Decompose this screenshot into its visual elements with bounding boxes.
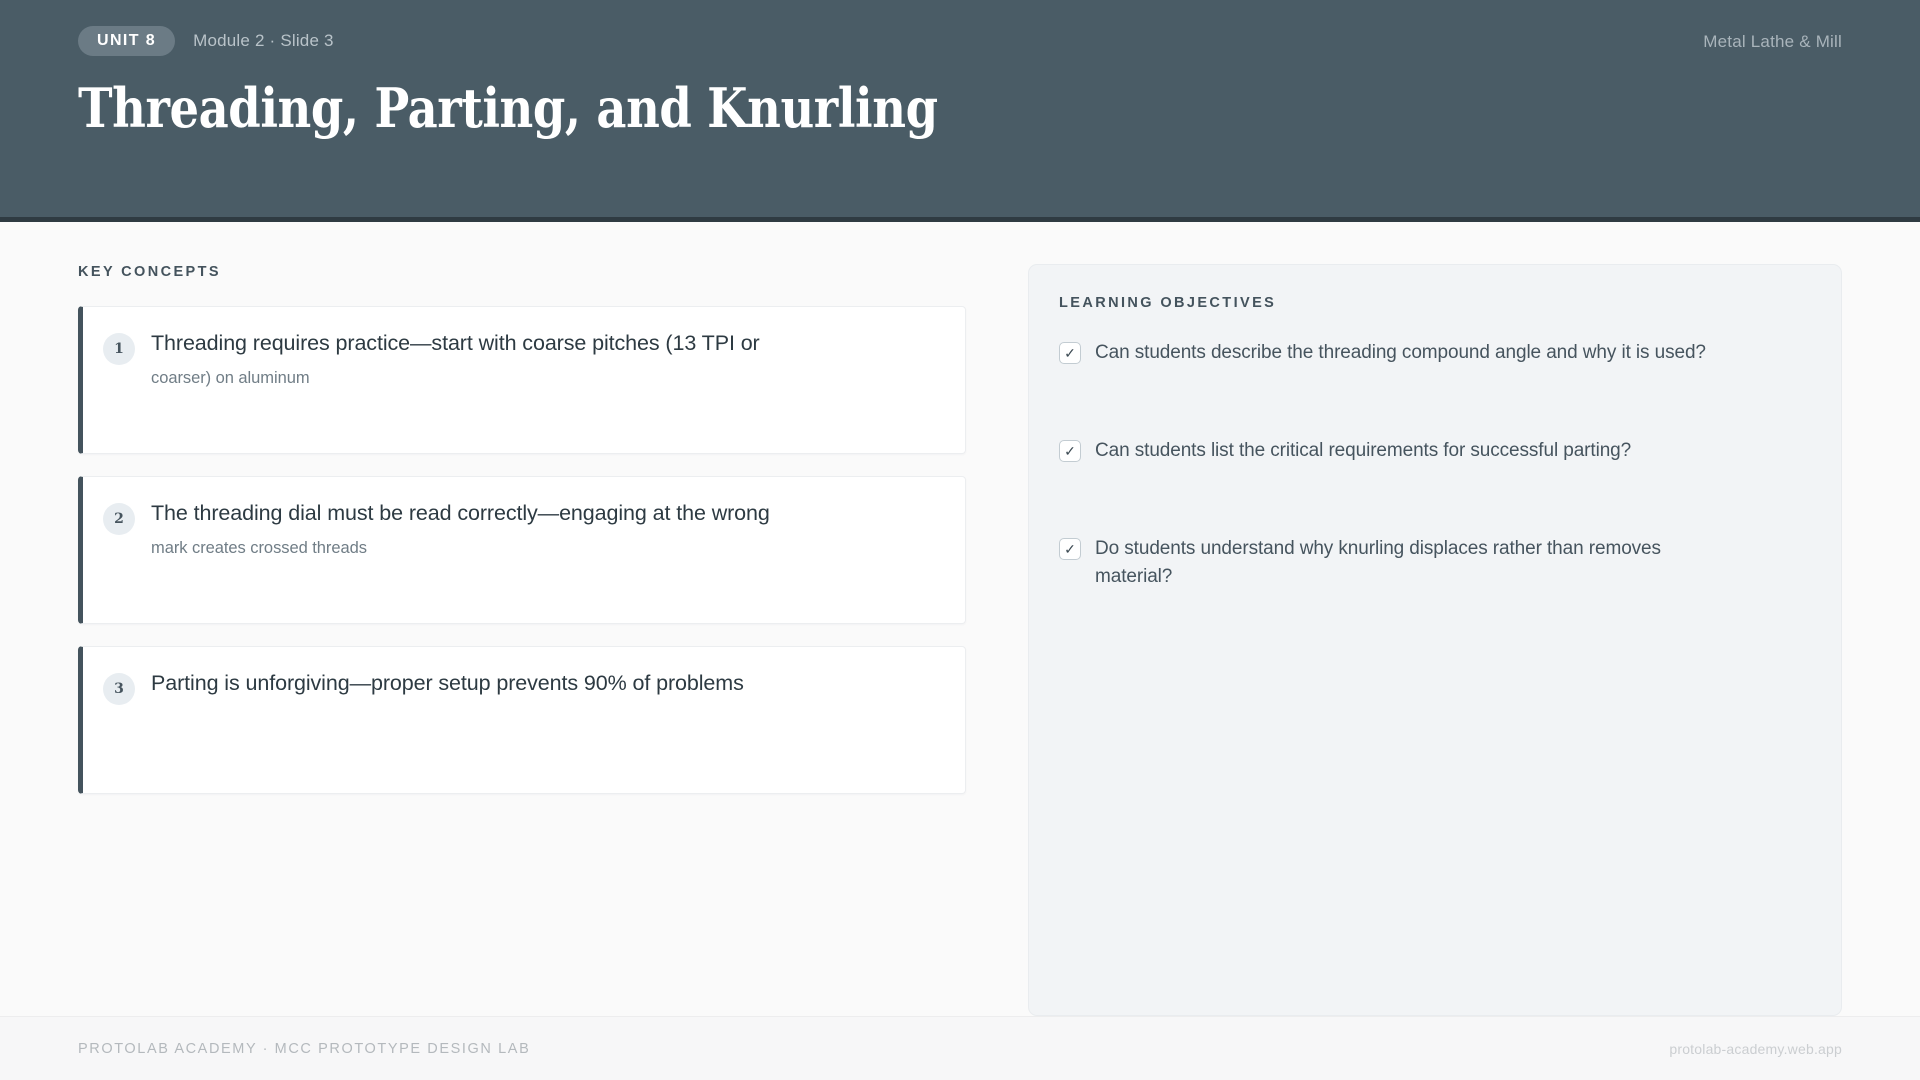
concept-number-badge: 3 (103, 673, 135, 705)
concept-card (78, 476, 966, 624)
page-title: Threading, Parting, and Knurling (78, 76, 938, 140)
check-icon[interactable]: ✓ (1059, 342, 1081, 364)
module-slide-label: Module 2 · Slide 3 (193, 31, 334, 50)
objective-row (1059, 535, 1807, 633)
key-concepts-heading: KEY CONCEPTS (78, 264, 221, 280)
header-meta-row (78, 26, 1842, 56)
objective-text: Do students understand why knurling displaces rather than removes material? (1095, 538, 1661, 587)
concept-continuation-line: mark creates crossed threads (151, 538, 367, 557)
concept-continuation-line: coarser) on aluminum (151, 368, 310, 387)
unit-badge: UNIT 8 (78, 26, 175, 56)
course-label: Metal Lathe & Mill (1703, 32, 1842, 51)
learning-objectives-panel (1028, 264, 1842, 1016)
objective-row (1059, 437, 1807, 535)
key-concepts-column (78, 264, 966, 1016)
footer-brand: PROTOLAB ACADEMY · MCC PROTOTYPE DESIGN LAB (78, 1040, 531, 1057)
concept-text (151, 329, 760, 390)
check-icon[interactable]: ✓ (1059, 538, 1081, 560)
objective-row (1059, 339, 1807, 437)
slide-body (0, 222, 1920, 1016)
footer-url: protolab-academy.web.app (1669, 1040, 1842, 1057)
concept-text (151, 669, 744, 698)
learning-objectives-list (1059, 339, 1807, 633)
slide-header (0, 0, 1920, 222)
objective-text: Can students describe the threading compound angle and why it is used? (1095, 342, 1706, 363)
concept-text (151, 499, 770, 560)
concept-number-badge: 1 (103, 333, 135, 365)
slide-footer (0, 1016, 1920, 1080)
concept-main-line: Threading requires practice—start with coarse pitches (13 TPI or (151, 331, 760, 355)
concept-card (78, 646, 966, 794)
learning-objectives-column (1028, 264, 1842, 1016)
concept-number-badge: 2 (103, 503, 135, 535)
learning-objectives-heading: LEARNING OBJECTIVES (1059, 295, 1277, 311)
concept-main-line: The threading dial must be read correctly—engaging at the wrong (151, 501, 770, 525)
concept-main-line: Parting is unforgiving—proper setup prevents 90% of problems (151, 671, 744, 695)
concept-card (78, 306, 966, 454)
objective-text: Can students list the critical requirements for successful parting? (1095, 440, 1632, 461)
check-icon[interactable]: ✓ (1059, 440, 1081, 462)
key-concepts-list (78, 306, 966, 794)
